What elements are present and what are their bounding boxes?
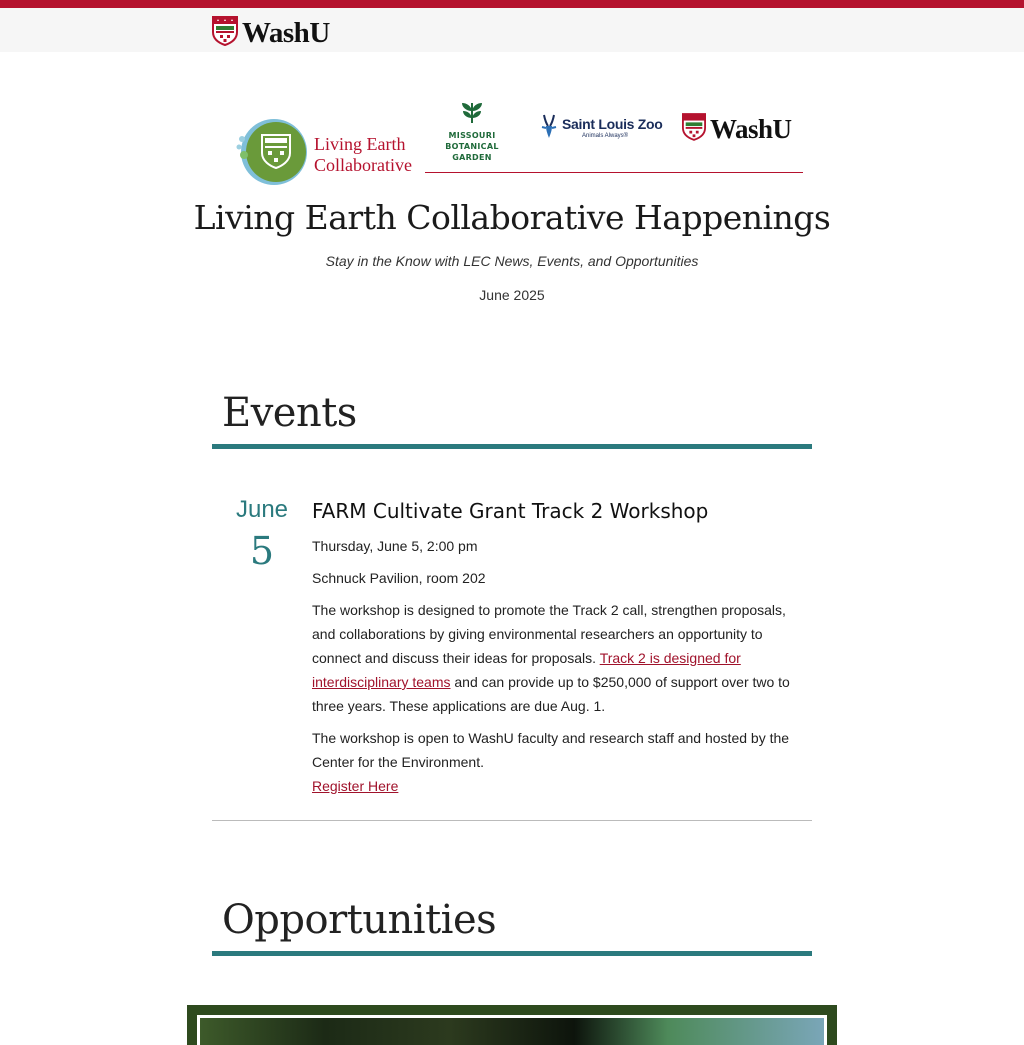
register-link[interactable]: Register Here: [312, 778, 399, 794]
event-time: Thursday, June 5, 2:00 pm: [312, 538, 478, 554]
event-location: Schnuck Pavilion, room 202: [312, 570, 486, 586]
partner-divider: [425, 172, 803, 173]
zoo-tagline: Animals Always®: [582, 133, 629, 139]
event-eligibility: [312, 726, 812, 798]
washu-header-logo[interactable]: [212, 16, 330, 51]
lec-logo-line2: Collaborative: [314, 154, 412, 175]
opportunities-heading: Opportunities: [222, 897, 497, 943]
washu-partner-logo[interactable]: [682, 113, 792, 146]
event-description-part2: and can provide up to $250,000 of support over two to three years. These applications are due Aug. 1.: [312, 674, 790, 714]
mbg-line1: MISSOURI: [448, 131, 496, 140]
partner-logos: [212, 95, 812, 195]
zoo-antelope-icon: [540, 113, 558, 144]
mbg-line2: BOTANICAL: [445, 142, 499, 151]
event-description: [312, 598, 812, 718]
opportunities-section-header: [212, 895, 812, 956]
events-heading-rule: [212, 444, 812, 449]
mbg-line3: GARDEN: [452, 153, 492, 162]
events-heading: Events: [222, 390, 357, 436]
event-details: [312, 494, 812, 798]
event-date: [212, 494, 312, 576]
lec-emblem-icon: [234, 117, 310, 192]
washu-wordmark: WashU: [242, 17, 330, 49]
missouri-botanical-garden-logo[interactable]: [442, 101, 502, 163]
section-divider: [212, 820, 812, 821]
events-section-header: [212, 388, 812, 449]
event-description-part1: The workshop is designed to promote the Track 2 call, strengthen proposals, and collaborations by giving environmental researchers an opportunity to connect and discuss their ideas for proposals.: [312, 602, 786, 666]
lec-logo-line1: Living Earth: [314, 133, 406, 154]
washu-shield-icon: [212, 16, 238, 51]
opportunity-photo[interactable]: [197, 1015, 827, 1045]
zoo-name: Saint Louis Zoo: [562, 116, 663, 132]
event-month: June: [235, 496, 289, 523]
washu-partner-wordmark: WashU: [710, 114, 792, 144]
lec-logo-text: [314, 134, 412, 176]
newsletter-title: Living Earth Collaborative Happenings: [193, 198, 831, 237]
washu-shield-icon: [682, 113, 706, 146]
brand-bar: [0, 8, 1024, 52]
leaf-emblem-icon: [459, 112, 485, 129]
event-eligibility-text: The workshop is open to WashU faculty and research staff and hosted by the Center for the Environment.: [312, 730, 790, 770]
lec-logo[interactable]: [234, 117, 412, 192]
top-accent-bar: [0, 0, 1024, 8]
opportunity-photo-frame: [187, 1005, 837, 1045]
opportunities-heading-rule: [212, 951, 812, 956]
saint-louis-zoo-logo[interactable]: [540, 113, 663, 144]
event-day: 5: [249, 529, 275, 573]
track2-link[interactable]: Track 2 is designed for interdisciplinary teams: [312, 650, 741, 690]
issue-date: June 2025: [479, 287, 545, 303]
event-title: FARM Cultivate Grant Track 2 Workshop: [312, 499, 709, 523]
newsletter-subtitle: Stay in the Know with LEC News, Events, and Opportunities: [325, 253, 699, 269]
